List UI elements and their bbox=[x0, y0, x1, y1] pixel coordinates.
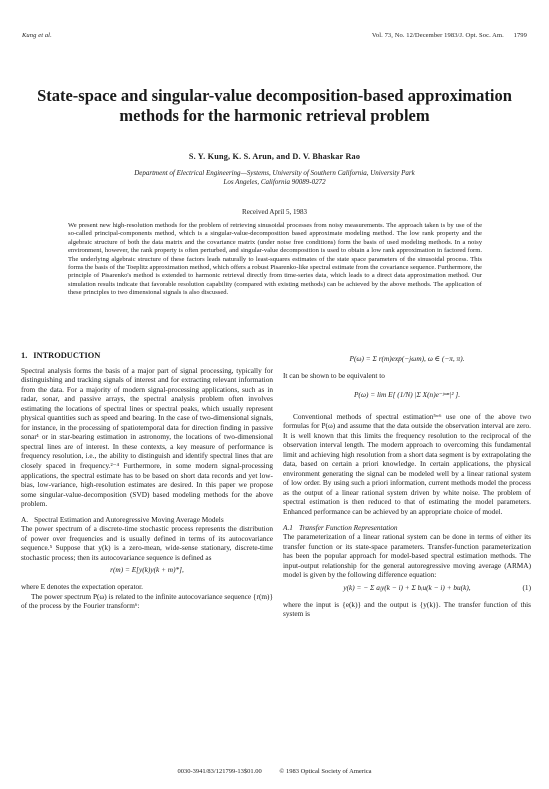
expectation-paragraph: where E denotes the expectation operator. bbox=[21, 582, 143, 592]
equation-periodogram bbox=[283, 385, 531, 409]
equation-power-spectrum bbox=[283, 354, 531, 368]
right-column bbox=[283, 351, 531, 619]
running-head bbox=[22, 32, 527, 44]
page-number: 1799 bbox=[513, 32, 527, 39]
equation-number: (1) bbox=[522, 582, 531, 592]
article-code: 0030-3941/83/121799-13$01.00 bbox=[177, 768, 262, 775]
equation-text: P(ω) = Σ r(m)exp(−jωm), ω ∈ (−π, π). bbox=[349, 354, 465, 363]
abstract: We present new high-resolution methods for the problem of retrieving sinusoidal processes from noisy measurements. The approach taken is by use of the so-called principal-components method, which is a singular-value-decomposition based approximate modeling method. The low rank property and the algebraic structure of both the data matrix and the covariance matrix (under noise free conditions) form the basis of used modeling methods. In a noisy environment, however, the rank property is often perturbed, and singular-value decomposition is used to obtain a low rank approximation in factored form. The underlying algebraic structure of these factors leads naturally to least-squares estimates of the state space parameters of the sinusoidal process. This forms the basis of the Toeplitz approximation method, which offers a robust Pisarenko-like spectral estimate from the covariance sequence. Furthermore, the principle of Pisarenko's method is extended to harmonic retrieval directly from time-series data, which leads to a direct data approximation method. Our simulation results indicate that favorable resolution capability (compared with existing methods) can be achieved by the above methods. The application of these principles to two dimensional signals is also discussed. bbox=[68, 222, 482, 297]
power-spectrum-paragraph: The power spectrum P(ω) is related to the infinite autocovariance sequence {r(m)} of the process by the Fourier transform⁶: bbox=[21, 591, 273, 611]
transfer-function-paragraph: The parameterization of a linear rational system can be done in terms of either its transfer function or its state-space parameters. Transfer-function parameterization has been the popular approach for model-based spectral estimation methods. The input-output relationship for the general autoregressive moving average (ARMA) model is given by the following difference equation: bbox=[283, 532, 531, 580]
paper-authors: S. Y. Kung, K. S. Arun, and D. V. Bhaskar Rao bbox=[188, 152, 361, 161]
page-footer bbox=[0, 768, 549, 775]
equation-text: r(m) = E[y(k)y(k + m)*], bbox=[110, 565, 184, 575]
section-number: 1. bbox=[21, 351, 28, 360]
equation-autocovariance bbox=[21, 565, 273, 579]
subsection-number: A.1 bbox=[283, 522, 293, 532]
section-heading-introduction bbox=[21, 351, 273, 361]
spectral-paragraph: The power spectrum of a discrete-time stochastic process represents the distribution of power over frequencies and is usually defined in terms of its autocovariance sequence.⁵ Suppose that y(k) is a zero-mean, wide-sense stationary, discrete-time stochastic process; then its autocovariance sequence is defined as bbox=[21, 524, 273, 562]
equation-text: y(k) = − Σ aᵢy(k − i) + Σ bᵢu(k − i) + bu(k), bbox=[343, 582, 471, 592]
paper-title: State-space and singular-value decomposition-based approximation methods for the harmonic retrieval problem bbox=[37, 86, 512, 125]
running-head-journal bbox=[364, 32, 527, 39]
conventional-methods-paragraph: Conventional methods of spectral estimation⁵ʷ⁶ use one of the above two formulas for P(ω) and assume that the data outside the observation interval are zero. It is well known that this limits the frequency resolution to the reciprocal of the observation interval length. The modern approach to overcoming this fundamental limit and achieving high resolution from a short data segment is by extrapolating the data, based on certain a priori knowledge. In certain applications, the physical environment generating the signal can be modeled well by a linear rational system of low order. By using such a priori information, current methods model the process as the output of a linear rational system driven by white noise. The problem of spectral estimation is then reduced to that of estimating the model parameters. Enhanced performance can be achieved by an appropriate choice of model. bbox=[283, 411, 531, 517]
intro-paragraph: Spectral analysis forms the basis of a major part of signal processing, typically for distinguishing and tracking signals of interest and for extracting relevant information from the data. For a majority of modern signal-processing applications, such as in radar, sonar, and passive arrays, the spectral analysis problem often involves estimating the locations of spectral lines or spectral peaks, which usually represent physical quantities such as speed and bearing. In the case of two-dimensional signals, for instance, in the processing of spatiotemporal data for direction finding in passive sonar¹ or in star-bearing estimation in astronomy, the locations of two-dimensional spectral lines are of interest. In these contexts, a key measure of performance is frequency resolution, i.e., the ability to distinguish and identify spectral lines that are closely spaced in frequency.²⁻⁴ Furthermore, in some modern signal-processing applications, the spectral estimate has to be based on short data records and yet low-bias, low-variance, high-resolution estimates are desired. In this paper we propose some singular-value-decomposition (SVD) based modeling methods for the above problem. bbox=[21, 365, 273, 509]
subsection-heading-a bbox=[21, 515, 273, 524]
journal-volume: Vol. 73, No. 12/December 1983/J. Opt. Soc. Am. bbox=[371, 32, 504, 39]
subsection-number: A. bbox=[21, 514, 29, 524]
left-column bbox=[21, 351, 273, 611]
affiliation-line-2: Los Angeles, California 90089-0272 bbox=[223, 178, 326, 186]
running-head-authors: Kung et al. bbox=[22, 32, 52, 39]
subsection-heading-a1 bbox=[283, 523, 531, 533]
equivalence-paragraph: It can be shown to be equivalent to bbox=[283, 371, 385, 380]
subsection-title: Transfer Function Representation bbox=[298, 522, 398, 532]
received-date: Received April 5, 1983 bbox=[242, 208, 307, 216]
author-affiliation bbox=[60, 169, 489, 187]
subsection-title: Spectral Estimation and Autoregressive Moving Average Models bbox=[34, 514, 224, 524]
copyright-notice: © 1983 Optical Society of America bbox=[279, 768, 372, 775]
section-title: INTRODUCTION bbox=[33, 351, 101, 360]
equation-arma bbox=[283, 583, 531, 597]
affiliation-line-1: Department of Electrical Engineering—Systems, University of Southern California, University Park bbox=[134, 169, 415, 177]
input-output-paragraph: where the input is {e(k)} and the output is {y(k)}. The transfer function of this system is bbox=[283, 599, 531, 619]
equation-text: P(ω) = lim E[ (1/N) |Σ X(n)e⁻ʲᵚⁿ|² ]. bbox=[353, 389, 461, 399]
